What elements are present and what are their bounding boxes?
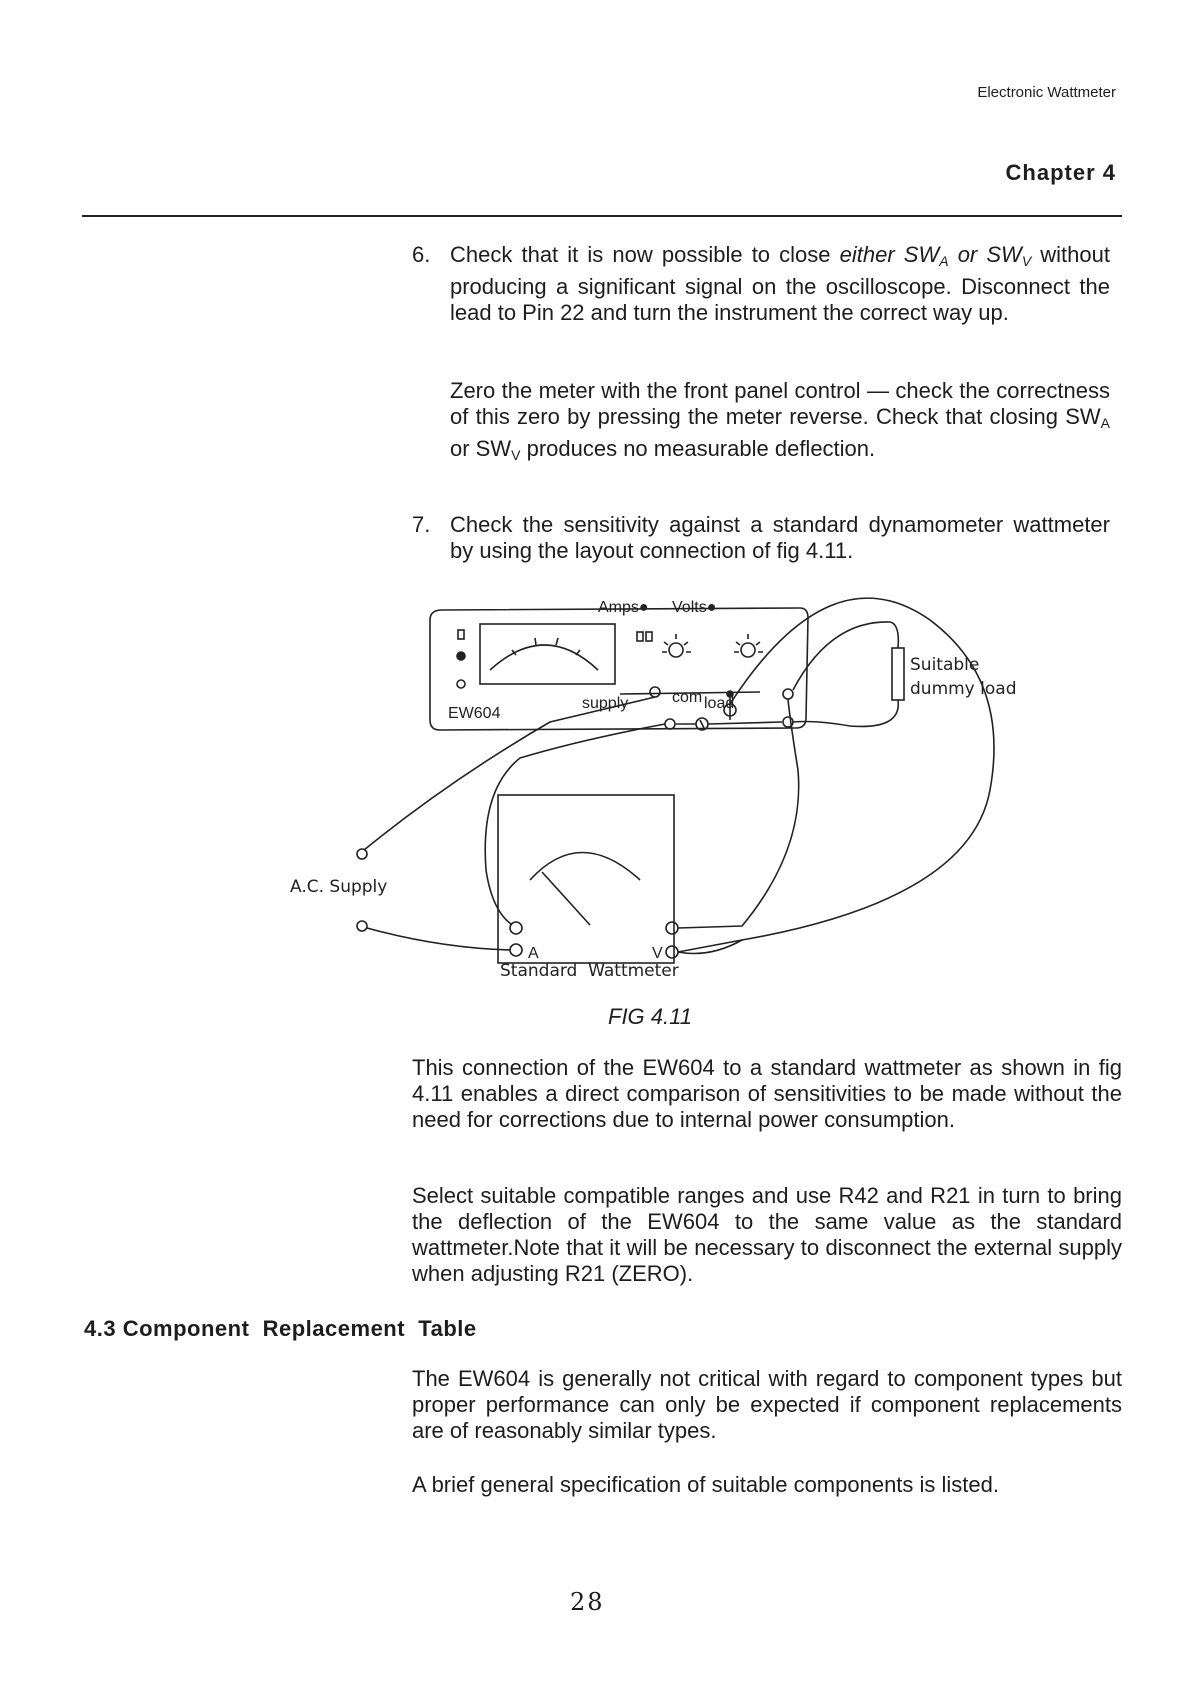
ac-supply-terminal-upper [357, 849, 367, 859]
step-6-rest: without producing a significant signal on the oscilloscope. Disconnect the lead to Pin 22 and turn the instrument the correct way up. [450, 242, 1110, 325]
step-6-swa: either SW [839, 242, 940, 267]
connection-diagram [290, 590, 1090, 980]
dummy-load-label: dummy load [910, 679, 1017, 699]
wire-ac-to-a [367, 928, 510, 950]
wire-supply-to-ac [364, 697, 655, 850]
wire-load-to-v [678, 699, 799, 928]
load-label: load [704, 695, 735, 712]
subscript-v: V [511, 447, 521, 463]
standard-wattmeter-label: Standard Wattmeter [500, 961, 679, 980]
suitable-label: Suitable [910, 655, 980, 675]
volts-knob-icon [741, 643, 755, 657]
com-left-terminal [665, 719, 675, 729]
com-label: com [672, 689, 703, 706]
step-6 [412, 242, 1122, 352]
ac-supply-label: A.C. Supply [290, 877, 388, 897]
comparison-paragraph: This connection of the EW604 to a standard wattmeter as shown in fig 4.11 enables a direct comparison of sensitivities to be made without the need for corrections due to internal power consumption. [412, 1055, 1122, 1132]
terminal-a-upper [510, 922, 522, 934]
step-6-paragraph-2 [450, 378, 1110, 468]
terminal-a-lower [510, 944, 522, 956]
header-rule [82, 215, 1122, 217]
figure-caption: FIG 4.11 [608, 1004, 692, 1029]
subscript-v: V [1021, 253, 1032, 269]
dummy-load-resistor [892, 648, 904, 700]
ew604-meter-window [480, 624, 615, 684]
terminal-v-label: V [652, 945, 663, 962]
ranges-paragraph: Select suitable compatible ranges and use R42 and R21 in turn to bring the deflection of the EW604 to the same value as the standard wattmeter.Note that it will be necessary to disconnect the external supply when adjusting R21 (ZERO). [412, 1183, 1122, 1286]
page-number: 28 [570, 1588, 605, 1616]
p2-part-a: Zero the meter with the front panel control — check the correctness of this zero by pressing the meter reverse. Check that closing SW [450, 378, 1110, 429]
step-6-line1: Check that it is now possible to close [450, 242, 840, 267]
terminal-v-lower [666, 946, 678, 958]
ew604-meter-scale [490, 645, 598, 670]
volts-label: Volts● [672, 599, 717, 616]
subscript-a: A [939, 253, 949, 269]
document-title: Electronic Wattmeter [977, 84, 1116, 101]
step-7 [412, 512, 1122, 572]
p2-part-c: produces no measurable deflection. [520, 436, 876, 461]
load-terminal [783, 689, 793, 699]
supply-label: supply [582, 695, 629, 712]
p2-part-b: or SW [450, 436, 512, 461]
chapter-heading: Chapter 4 [1005, 160, 1116, 185]
terminal-v-upper [666, 922, 678, 934]
standard-wattmeter-box [498, 795, 674, 963]
amps-label: Amps● [598, 599, 649, 616]
wire-com-to-a [485, 724, 665, 924]
step-6-swv: or SW [948, 242, 1022, 267]
ac-supply-terminal-lower [357, 921, 367, 931]
specification-paragraph: A brief general specification of suitable components is listed. [412, 1472, 999, 1497]
wire-dummy-to-com [793, 700, 898, 726]
terminal-a-label: A [528, 945, 539, 962]
step-number: 7. [412, 512, 431, 537]
section-heading: 4.3 Component Replacement Table [84, 1316, 477, 1341]
subscript-a: A [1100, 415, 1110, 431]
wire-load-to-dummy [793, 622, 898, 690]
step-7-text: Check the sensitivity against a standard dynamometer wattmeter by using the layout connection of fig 4.11. [450, 512, 1110, 563]
amps-knob-icon [669, 643, 683, 657]
step-6-text [450, 242, 1110, 326]
ew604-label: EW604 [448, 705, 501, 722]
standard-wattmeter-needle [542, 872, 590, 925]
component-paragraph: The EW604 is generally not critical with regard to component types but proper performance can only be expected if component replacements are of reasonably similar types. [412, 1366, 1122, 1443]
supply-terminal [650, 687, 660, 697]
wire-supply-loop-to-v [678, 598, 994, 952]
step-number: 6. [412, 242, 431, 267]
